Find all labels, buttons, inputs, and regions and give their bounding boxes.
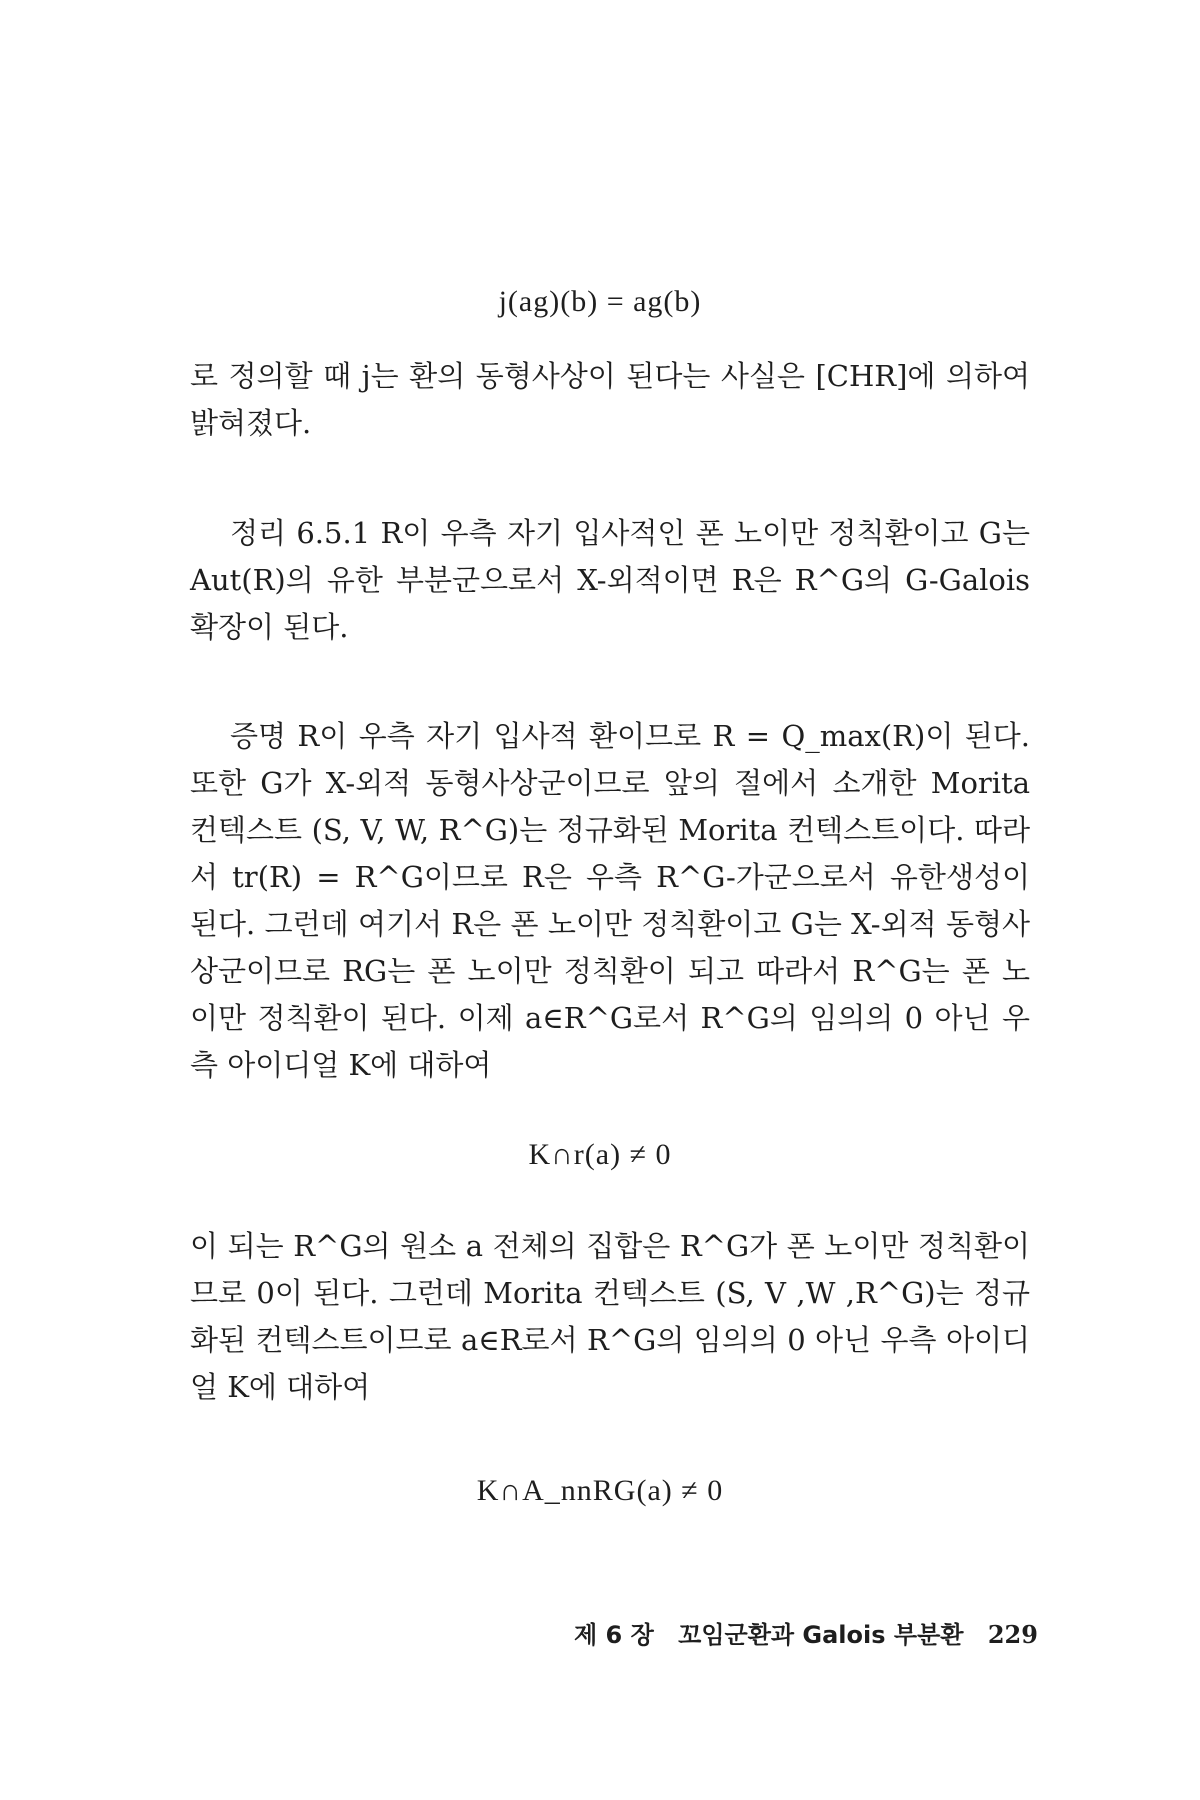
equation-1: j(ag)(b) = ag(b) xyxy=(498,285,702,318)
paragraph-1-text: 로 정의할 때 j는 환의 동형사상이 된다는 사실은 [CHR]에 의하여 밝혀졌다. xyxy=(190,359,1030,440)
footer-title: 꼬임군환과 Galois 부분환 xyxy=(678,1621,964,1649)
page-number: 229 xyxy=(987,1620,1038,1649)
paragraph-2 xyxy=(190,1223,1030,1411)
page-footer xyxy=(574,1615,1038,1650)
theorem-text: 정리 6.5.1 R이 우측 자기 입사적인 폰 노이만 정칙환이고 G는 Aut(R)의 유한 부분군으로서 X-외적이면 R은 R^G의 G-Galois 확장이 된다. xyxy=(190,516,1030,644)
equation-3: K∩A_nnRG(a) ≠ 0 xyxy=(476,1474,724,1507)
proof-text: 증명 R이 우측 자기 입사적 환이므로 R = Q_max(R)이 된다. 또한 G가 X-외적 동형사상군이므로 앞의 절에서 소개한 Morita 컨텍스트 (S, V, W, R^G)는 정규화된 Morita 컨텍스트이다. 따라서 tr(R) = R^G이므로 R은 우측 R^G-가군으로서 유한생성이 된다. 그런데 여기서 R은 폰 노이만 정칙환이고 G는 X-외적 동형사상군이므로 RG는 폰 노이만 정칙환이 되고 따라서 R^G는 폰 노이만 정칙환이 된다. 이제 a∈R^G로서 R^G의 임의의 0 아닌 우측 아이디얼 K에 대하여 xyxy=(190,719,1030,1082)
footer-chapter: 제 6 장 xyxy=(574,1621,654,1649)
proof xyxy=(190,713,1030,1089)
paragraph-2-text: 이 되는 R^G의 원소 a 전체의 집합은 R^G가 폰 노이만 정칙환이므로 0이 된다. 그런데 Morita 컨텍스트 (S, V ,W ,R^G)는 정규화된 컨텍스트이므로 a∈R로서 R^G의 임의의 0 아닌 우측 아이디얼 K에 대하여 xyxy=(190,1229,1030,1404)
equation-2: K∩r(a) ≠ 0 xyxy=(528,1138,672,1171)
paragraph-1 xyxy=(190,353,1030,447)
theorem-6-5-1 xyxy=(190,510,1030,651)
